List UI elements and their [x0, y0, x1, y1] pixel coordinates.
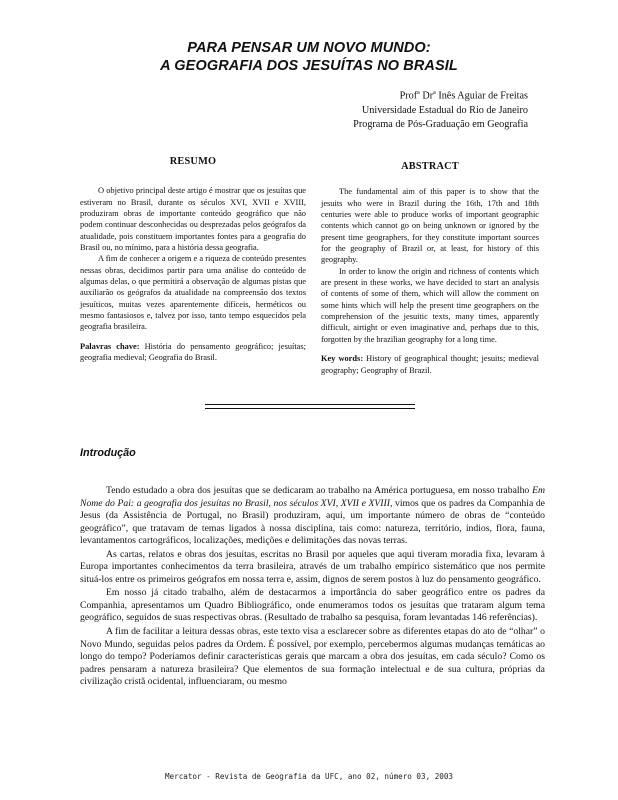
- author-block: [353, 86, 528, 132]
- resumo-keywords: [80, 341, 306, 364]
- introduction-body: [80, 485, 545, 689]
- introduction-paragraph-4: A fim de facilitar a leitura dessas obras, este texto visa a esclarecer sobre as diferentes etapas do ato de “olhar” o Novo Mundo, seguidas pelos padres da Ordem. É possível, por exemplo, percebermos algumas mudanças temáticas ao longo do tempo? Poderíamos definir características gerais que marcam a obra dos jesuítas, em cada século? Como os padres pensaram a natureza brasileira? Que elementos de sua formação intelectual e de sua cultura, próprias da civilização cristã ocidental, influenciaram, ou mesmo: [80, 626, 545, 688]
- abstract-keywords-label: Key words:: [321, 354, 364, 364]
- article-title-line-1: PARA PENSAR UM NOVO MUNDO:: [187, 40, 431, 56]
- abstract-heading: ABSTRACT: [401, 161, 459, 172]
- resumo-column: [80, 156, 306, 364]
- resumo-paragraph-2: A fim de conhecer a origem e a riqueza de conteúdo presentes nessas obras, decidimos partir para uma análise do conteúdo de algumas delas, o que permitirá a observação de algumas pistas que auxiliarão os geógrafos da atualidade na compreensão dos textos jesuíticos, muitas vezes aparentemente difíceis, herméticos ou mesmo fantasiosos e, talvez por isso, tanto tempo esquecidos pela geografia brasileira.: [80, 254, 306, 332]
- cited-work-title: Em Nome do Pai: a geografia dos jesuítas no Brasil, nos séculos XVI, XVII e XVIII: [80, 485, 545, 509]
- abstract-paragraph-1: The fundamental aim of this paper is to show that the jesuits who were in Brazil during the 16th, 17th and 18th centuries were able to produce works of important geographic contents which cannot go on being unknown or ignored by the present time geographers, for they constitute important sources for the geography of Brazil or, at least, for history of this geography.: [321, 187, 539, 265]
- introduction-paragraph-1: Tendo estudado a obra dos jesuítas que se dedicaram ao trabalho na América portuguesa, em nosso trabalho Em Nome do Pai: a geografia dos jesuítas no Brasil, nos séculos XVI, XVII e XVIII, vimos que os padres da Companhia de Jesus (da Assistência de Portugal, no Brasil) produziram, aqui, um importante número de obras de “conteúdo geográfico”, que tratavam de temas ligados à nossa disciplina, tais como: natureza, território, índios, flora, fauna, levantamentos cartográficos, localizações, medições e delimitações das novas terras.: [80, 485, 545, 547]
- author-affiliation-university: Universidade Estadual do Rio de Janeiro: [361, 104, 528, 116]
- article-title-line-2: A GEOGRAFIA DOS JESUÍTAS NO BRASIL: [160, 58, 458, 74]
- abstract-column: [321, 161, 539, 376]
- abstract-keywords: [321, 353, 539, 376]
- resumo-heading: RESUMO: [169, 156, 217, 167]
- abstract-paragraph-2: In order to know the origin and richness of contents which are present in these works, we have decided to start an analysis of contents of some of them, which will allow the comment on some hints which will help the present time geographers on the comprehension of the jesuitic texts, many times, apparently difficult, airtight or even imaginative and, perhaps due to this, forgotten by the brazilian geography for a long time.: [321, 266, 539, 344]
- abstract-keywords-text: History of geographical thought; jesuits; medieval geography; Geography of Brazil.: [321, 354, 539, 375]
- resumo-keywords-text: História do pensamento geográfico; jesuítas; geografia medieval; Geografia do Brasil.: [80, 341, 306, 363]
- resumo-paragraph-1: O objetivo principal deste artigo é mostrar que os jesuítas que estiveram no Brasil, durante os séculos XVI, XVII e XVIII, produziram obras de importante conteúdo geográfico que não podem continuar desconhecidas ou desprezadas pelos geógrafos da atualidade, pois constituem importantes fontes para a geografia do Brasil ou, no mínimo, para a história dessa geografia.: [80, 186, 306, 253]
- section-divider-bottom: [205, 408, 415, 409]
- journal-footer: Mercator - Revista de Geografia da UFC, ano 02, número 03, 2003: [164, 772, 454, 781]
- introduction-heading: Introdução: [80, 447, 136, 459]
- author-name: Prof$^a$ Dr$^a$ Inês Aguiar de Freitas: [399, 90, 528, 102]
- section-divider-top: [205, 404, 415, 405]
- introduction-paragraph-2: As cartas, relatos e obras dos jesuítas, escritas no Brasil por aqueles que aqui tiveram moradia fixa, levaram à Europa importantes conhecimentos da terra brasileira, através de um trabalho empírico sistemático que nos permite situá-los entre os primeiros geógrafos em nossa terra e, assim, dignos de serem postos à luz do pensamento geográfico.: [80, 548, 545, 585]
- author-affiliation-program: Programa de Pós-Graduação em Geografia: [353, 118, 528, 130]
- introduction-paragraph-3: Em nosso já citado trabalho, além de destacarmos a importância do saber geográfico entre os padres da Companhia, apresentamos um Quadro Bibliográfico, onde enumeramos todos os jesuítas que trataram algum tema geográfico, seguidos de suas respectivas obras. (Resultado de trabalho sa pesquisa, foram levantadas 146 referências).: [80, 587, 545, 624]
- resumo-keywords-label: Palavras chave:: [80, 341, 140, 351]
